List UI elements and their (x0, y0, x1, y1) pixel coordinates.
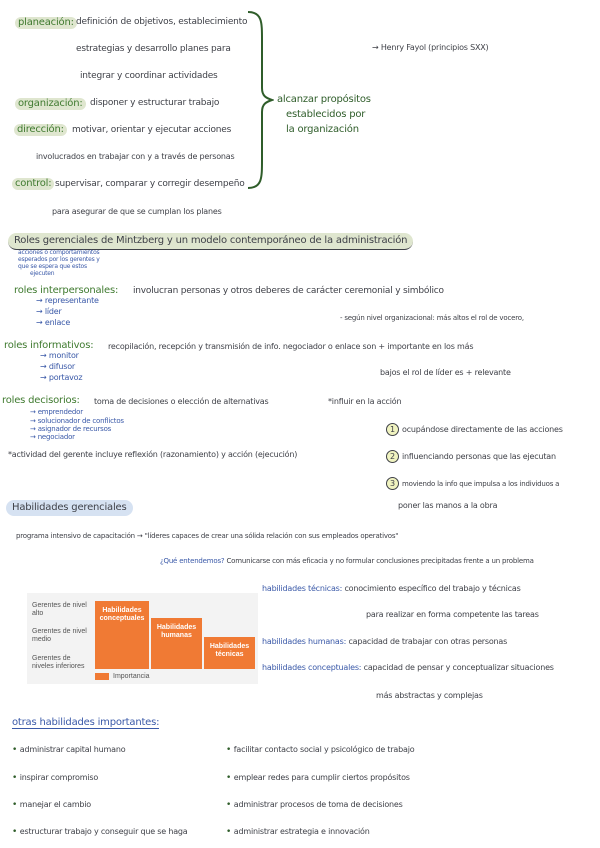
dec-item: → asignador de recursos (30, 425, 112, 433)
roles-decisorios-def: toma de decisiones o elección de alternativas (94, 397, 269, 406)
accion-1 (386, 423, 563, 436)
row-label: Gerentes de nivel medio (32, 628, 87, 644)
number-1-icon: 1 (386, 423, 399, 436)
list-item: • manejar el cambio (12, 800, 92, 810)
bar-label: Habilidades conceptuales (99, 607, 145, 622)
bar-tecnicas (204, 637, 255, 669)
brace-text-1: alcanzar propósitos (277, 94, 371, 105)
comunicarse-text: Comunicarse con más eficacia y no formular conclusiones precipitadas frente a un problema (226, 557, 534, 565)
organizacion-term: organización: (15, 98, 86, 110)
number-2-icon: 2 (386, 450, 399, 463)
list-item: • inspirar compromiso (12, 773, 99, 783)
list-item: • estructurar trabajo y conseguir que se haga (12, 827, 188, 837)
planeacion-def-3: integrar y coordinar actividades (80, 71, 218, 81)
tecnicas-term: habilidades técnicas: (262, 584, 343, 593)
bar-humanas (151, 618, 202, 669)
dec-item: → emprendedor (30, 408, 83, 416)
programa-capacitacion: programa intensivo de capacitación → "líderes capaces de crear una sólida relación con sus empleados operativos" (16, 532, 399, 540)
accion-2-text: influenciando personas que las ejecutan (402, 452, 556, 461)
list-item: • emplear redes para cumplir ciertos propósitos (226, 773, 410, 783)
accion-3 (386, 477, 559, 490)
control-def-2: para asegurar de que se cumplan los planes (52, 207, 222, 216)
info-item: → difusor (40, 362, 75, 371)
direccion-term: dirección: (14, 124, 67, 136)
mintzberg-title: Roles gerenciales de Mintzberg y un modelo contemporáneo de la administración (8, 233, 413, 250)
dec-item: → solucionador de conflictos (30, 417, 124, 425)
roles-informativos-term: roles informativos: (4, 340, 94, 351)
accion-3-cont: poner las manos a la obra (398, 501, 498, 510)
que-entendemos (160, 558, 534, 565)
conceptuales-def-2: más abstractas y complejas (376, 691, 483, 700)
tecnicas-def-1: conocimiento específico del trabajo y técnicas (344, 584, 521, 593)
tecnicas-def-2: para realizar en forma competente las tareas (366, 610, 539, 619)
list-item: • administrar capital humano (12, 745, 126, 755)
bar-label: Habilidades técnicas (209, 643, 250, 658)
control-term: control: (12, 178, 54, 190)
list-item: • administrar procesos de toma de decisiones (226, 800, 403, 810)
roles-note-4: ejecuten (30, 270, 55, 277)
humanas-term: habilidades humanas: (262, 637, 347, 646)
henry-fayol-note: → Henry Fayol (principios SXX) (372, 43, 489, 52)
nivel-organizacional-note: - según nivel organizacional: más altos el rol de vocero, (340, 314, 524, 322)
habilidades-title: Habilidades gerenciales (6, 500, 133, 516)
organizacion-def: disponer y estructurar trabajo (90, 98, 220, 108)
roles-informativos-def: recopilación, recepción y transmisión de info. negociador o enlace son + importante en los más (108, 342, 474, 351)
bar-conceptuales (95, 601, 149, 669)
roles-interpersonales-def: involucran personas y otros deberes de carácter ceremonial y simbólico (133, 286, 444, 296)
planeacion-def-1: definición de objetivos, establecimiento (76, 17, 248, 27)
number-3-icon: 3 (386, 477, 399, 490)
humanas-def: capacidad de trabajar con otras personas (348, 637, 508, 646)
otras-habilidades-title: otras habilidades importantes: (12, 717, 160, 728)
habilidades-humanas (262, 638, 507, 646)
dec-item: → negociador (30, 433, 75, 441)
habilidades-tecnicas (262, 585, 521, 593)
legend-label: Importancia (113, 673, 150, 680)
legend-swatch (95, 673, 109, 680)
direccion-def-2: involucrados en trabajar con y a través de personas (36, 152, 235, 161)
conceptuales-term: habilidades conceptuales: (262, 663, 362, 672)
direccion-def-1: motivar, orientar y ejecutar acciones (72, 125, 232, 135)
que-entendemos-label: ¿Qué entendemos? (160, 557, 225, 565)
row-label: Gerentes de niveles inferiores (32, 655, 85, 671)
roles-note-2: esperados por los gerentes y (18, 256, 100, 263)
list-item: • facilitar contacto social y psicológico de trabajo (226, 745, 415, 755)
info-item: → portavoz (40, 373, 83, 382)
brace-text-2: establecidos por (286, 109, 366, 120)
roles-note-3: que se espera que estos (18, 263, 87, 270)
roles-interpersonales-term: roles interpersonales: (14, 285, 119, 296)
habilidades-conceptuales (262, 664, 554, 672)
brace-text-3: la organización (286, 124, 359, 135)
skills-importance-chart (27, 593, 258, 684)
bar-label: Habilidades humanas (156, 624, 197, 639)
planeacion-def-2: estrategias y desarrollo planes para (76, 44, 231, 54)
row-label: Gerentes de nivel alto (32, 602, 87, 618)
list-item: • administrar estrategia e innovación (226, 827, 370, 837)
roles-decisorios-term: roles decisorios: (2, 395, 80, 406)
accion-3-text: moviendo la info que impulsa a los individuos a (402, 480, 560, 488)
curly-brace-icon (244, 10, 274, 190)
planeacion-term: planeación: (15, 17, 77, 29)
info-item: → monitor (40, 351, 79, 360)
accion-2 (386, 450, 556, 463)
inter-item: → líder (36, 307, 62, 316)
accion-1-text: ocupándose directamente de las acciones (402, 425, 563, 434)
roles-informativos-cont: bajos el rol de líder es + relevante (380, 368, 511, 377)
conceptuales-def-1: capacidad de pensar y conceptualizar situaciones (363, 663, 554, 672)
inter-item: → enlace (36, 318, 71, 327)
influir-accion: *influir en la acción (328, 397, 402, 406)
inter-item: → representante (36, 296, 99, 305)
roles-note-1: acciones o comportamientos (18, 249, 100, 256)
actividad-gerente: *actividad del gerente incluye reflexión (razonamiento) y acción (ejecución) (8, 450, 298, 459)
control-def-1: supervisar, comparar y corregir desempeño (55, 179, 245, 189)
